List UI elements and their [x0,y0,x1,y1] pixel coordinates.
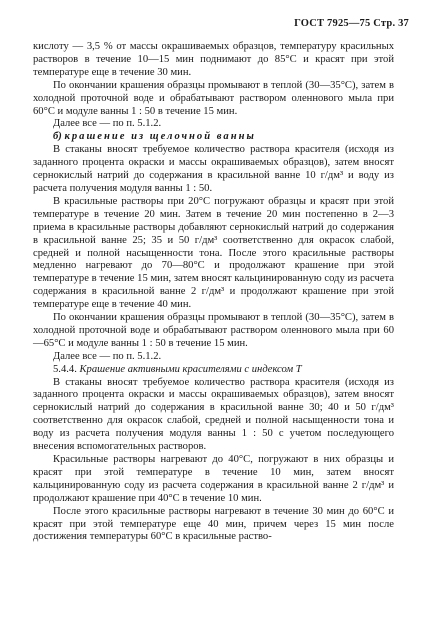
paragraph: После этого красильные растворы нагревают в течение 30 мин до 60°С и красят при этой температуре еще 40 мин, причем через 15 мин после достижения температуры 60°С в красильные раство- [33,505,394,543]
paragraph: По окончании крашения образцы промывают в теплой (30—35°С), затем в холодной проточной воде и обрабатывают раствором оленнового мыла при 60—65°С и модуле ванны 1 : 50 в течение 15 мин. [33,312,394,349]
page-header: ГОСТ 7925—75 Стр. 37 [294,18,409,29]
section-heading-title: крашение из щелочной ванны [64,131,256,143]
paragraph: В стаканы вносят требуемое количество раствора красителя (исходя из заданного процента окраски и массы окрашиваемых образцов), затем вносят сернокислый натрий до содержания в красильной ванне 30; 40 и 50 г/дм³ соответственно для окрасок слабой, средней и полной насыщенности тона и воду из расчета получения модуля ванны 1 : 50 с учетом последующего внесения вспомогательных растворов. [33,376,394,453]
paragraph: Далее все — по п. 5.1.2. [53,350,162,362]
paragraph: кислоту — 3,5 % от массы окрашиваемых образцов, температуру красильных растворов в течение 10—15 мин поднимают до 85°С и красят при этой температуре еще в течение 30 мин. [33,41,394,78]
section-number: 5.4.4. [53,363,77,375]
paragraph: Красильные растворы нагревают до 40°С, погружают в них образцы и красят при этой температуре в течение 10 мин, затем вносят кальцинированную соду из расчета содержания в красильной ванне 2 г/дм³ и продолжают крашение при 40°С в течение 10 мин. [33,454,394,504]
section-title: Крашение активными красителями с индексом Т [79,363,302,375]
paragraph: В стаканы вносят требуемое количество раствора красителя (исходя из заданного процента окраски и массы окрашиваемых образцов), затем вносят сернокислый натрий до содержания в красильной ванне 10 г/дм³ и воду из расчета получения модуля ванны 1 : 50. [33,144,394,194]
paragraph: В красильные растворы при 20°С погружают образцы и красят при этой температуре в течение 20 мин. Затем в течение 20 мин постепенно в 2—3 приема в красильные растворы добавляют сернокислый натрий до содержания в красильной ванне 25; 35 и 50 г/дм³ соответственно для окрасок слабой, средней и полной насыщенности тона. После этого красильные растворы медленно нагревают до 70—80°С и продолжают крашение при этой температуре в течение 15 мин, затем вносят кальцинированную соду из расчета содержания в красильной ванне 2 г/дм³ и продолжают крашение при этой температуре еще в течение 40 мин. [33,195,394,311]
paragraph: По окончании крашения образцы промывают в теплой (30—35°С), затем в холодной проточной воде и обрабатывают раствором оленнового мыла при 60°С и модуле ванны 1 : 50 в течение 15 мин. [33,79,394,117]
paragraph: Далее все — по п. 5.1.2. [53,118,162,130]
page-body [33,41,394,544]
section-heading-b [33,131,394,144]
section-heading-5-4-4 [33,364,394,377]
section-heading-label: б) [53,131,62,143]
